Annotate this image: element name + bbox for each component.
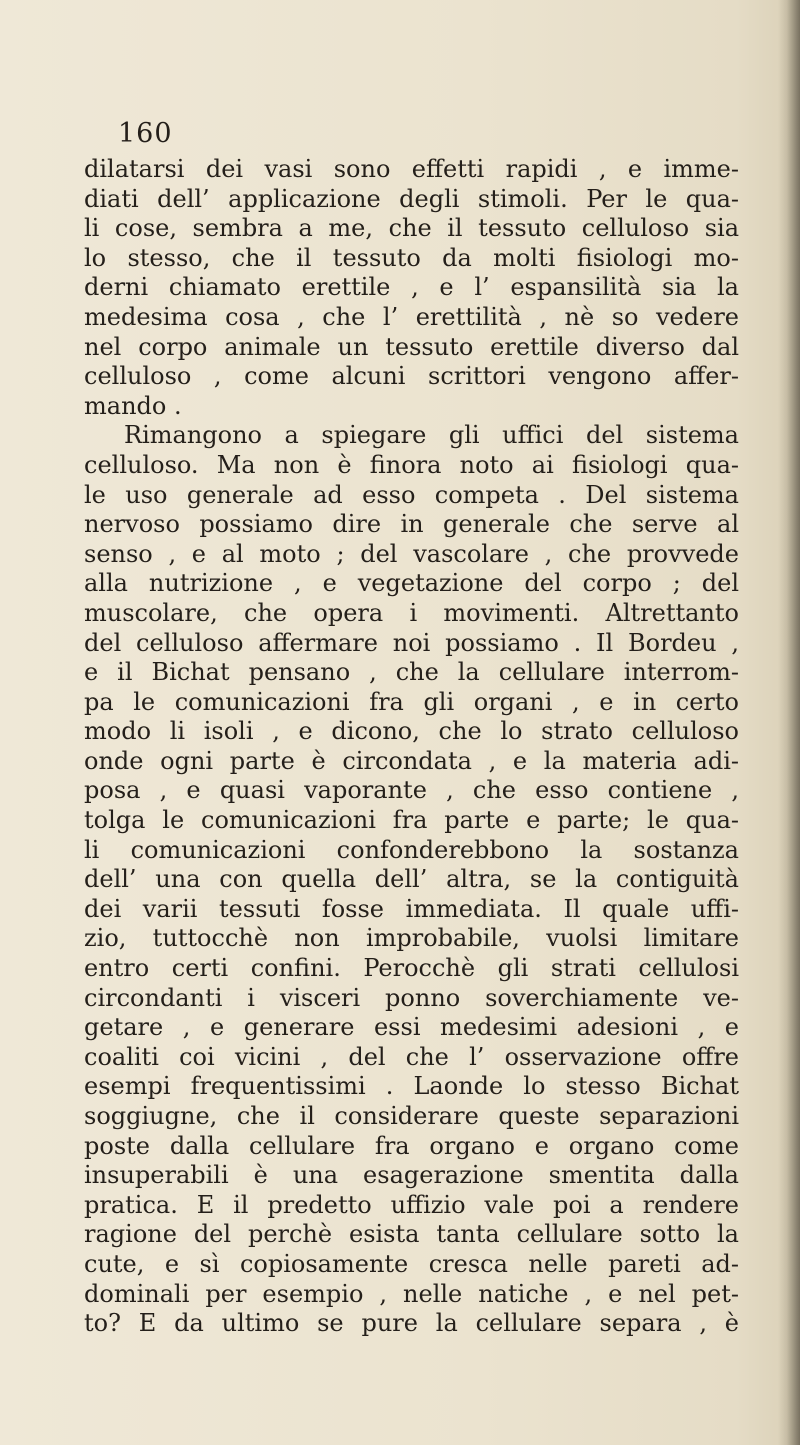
text-line-8: celluloso , come alcuni scrittori vengono affer- xyxy=(84,362,739,391)
text-line-9: mando . xyxy=(84,391,182,420)
text-line-21: onde ogni parte è circondata , e la materia adi- xyxy=(84,746,739,775)
text-line-6: medesima cosa , che l’ erettilità , nè so vedere xyxy=(84,302,739,331)
text-line-35: insuperabili è una esagerazione smentita dalla xyxy=(84,1161,739,1190)
text-line-3: li cose, sembra a me, che il tessuto celluloso sia xyxy=(84,214,739,243)
text-line-39: dominali per esempio , nelle natiche , e nel pet- xyxy=(84,1279,739,1308)
text-line-24: li comunicazioni confonderebbono la sostanza xyxy=(84,835,739,864)
text-line-40: to? E da ultimo se pure la cellulare separa , è xyxy=(84,1309,739,1338)
text-line-37: ragione del perchè esista tanta cellulare sotto la xyxy=(84,1220,739,1249)
text-line-15: alla nutrizione , e vegetazione del corpo ; del xyxy=(84,569,739,598)
text-line-4: lo stesso, che il tessuto da molti fisiologi mo- xyxy=(84,243,739,272)
text-line-27: zio, tuttocchè non improbabile, vuolsi limitare xyxy=(84,924,739,953)
text-line-7: nel corpo animale un tessuto erettile diverso dal xyxy=(84,332,739,361)
text-line-29: circondanti i visceri ponno soverchiamente ve- xyxy=(84,983,739,1012)
text-line-32: esempi frequentissimi . Laonde lo stesso Bichat xyxy=(84,1072,739,1101)
text-line-36: pratica. E il predetto uffizio vale poi a rendere xyxy=(84,1190,739,1219)
text-line-16: muscolare, che opera i movimenti. Altrettanto xyxy=(84,598,739,627)
text-line-34: poste dalla cellulare fra organo e organo come xyxy=(84,1131,739,1160)
text-line-2: diati dell’ applicazione degli stimoli. Per le qua- xyxy=(84,184,739,213)
text-line-25: dell’ una con quella dell’ altra, se la contiguità xyxy=(84,865,739,894)
text-line-38: cute, e sì copiosamente cresca nelle pareti ad- xyxy=(84,1249,739,1278)
page-edge-shadow xyxy=(778,0,800,1445)
body-text xyxy=(84,155,739,1339)
text-line-19: pa le comunicazioni fra gli organi , e in certo xyxy=(84,687,739,716)
text-line-31: coaliti coi vicini , del che l’ osservazione offre xyxy=(84,1042,739,1071)
text-line-28: entro certi confini. Perocchè gli strati cellulosi xyxy=(84,954,739,983)
text-line-23: tolga le comunicazioni fra parte e parte; le qua- xyxy=(84,806,739,835)
text-line-20: modo li isoli , e dicono, che lo strato celluloso xyxy=(84,717,739,746)
text-line-11: celluloso. Ma non è finora noto ai fisiologi qua- xyxy=(84,450,739,479)
text-line-13: nervoso possiamo dire in generale che serve al xyxy=(84,510,739,539)
text-line-5: derni chiamato erettile , e l’ espansilità sia la xyxy=(84,273,739,302)
text-line-33: soggiugne, che il considerare queste separazioni xyxy=(84,1102,739,1130)
text-line-10: Rimangono a spiegare gli uffici del sistema xyxy=(124,421,739,450)
page-number: 160 xyxy=(118,118,173,149)
text-line-30: getare , e generare essi medesimi adesioni , e xyxy=(84,1013,739,1042)
text-line-17: del celluloso affermare noi possiamo . Il Bordeu , xyxy=(84,628,739,657)
text-line-22: posa , e quasi vaporante , che esso contiene , xyxy=(84,776,739,805)
text-line-14: senso , e al moto ; del vascolare , che provvede xyxy=(84,539,739,568)
text-line-26: dei varii tessuti fosse immediata. Il quale uffi- xyxy=(84,894,739,923)
text-line-18: e il Bichat pensano , che la cellulare interrom- xyxy=(84,658,739,687)
text-line-1: dilatarsi dei vasi sono effetti rapidi , e imme- xyxy=(84,155,739,183)
text-line-12: le uso generale ad esso competa . Del sistema xyxy=(84,480,739,509)
